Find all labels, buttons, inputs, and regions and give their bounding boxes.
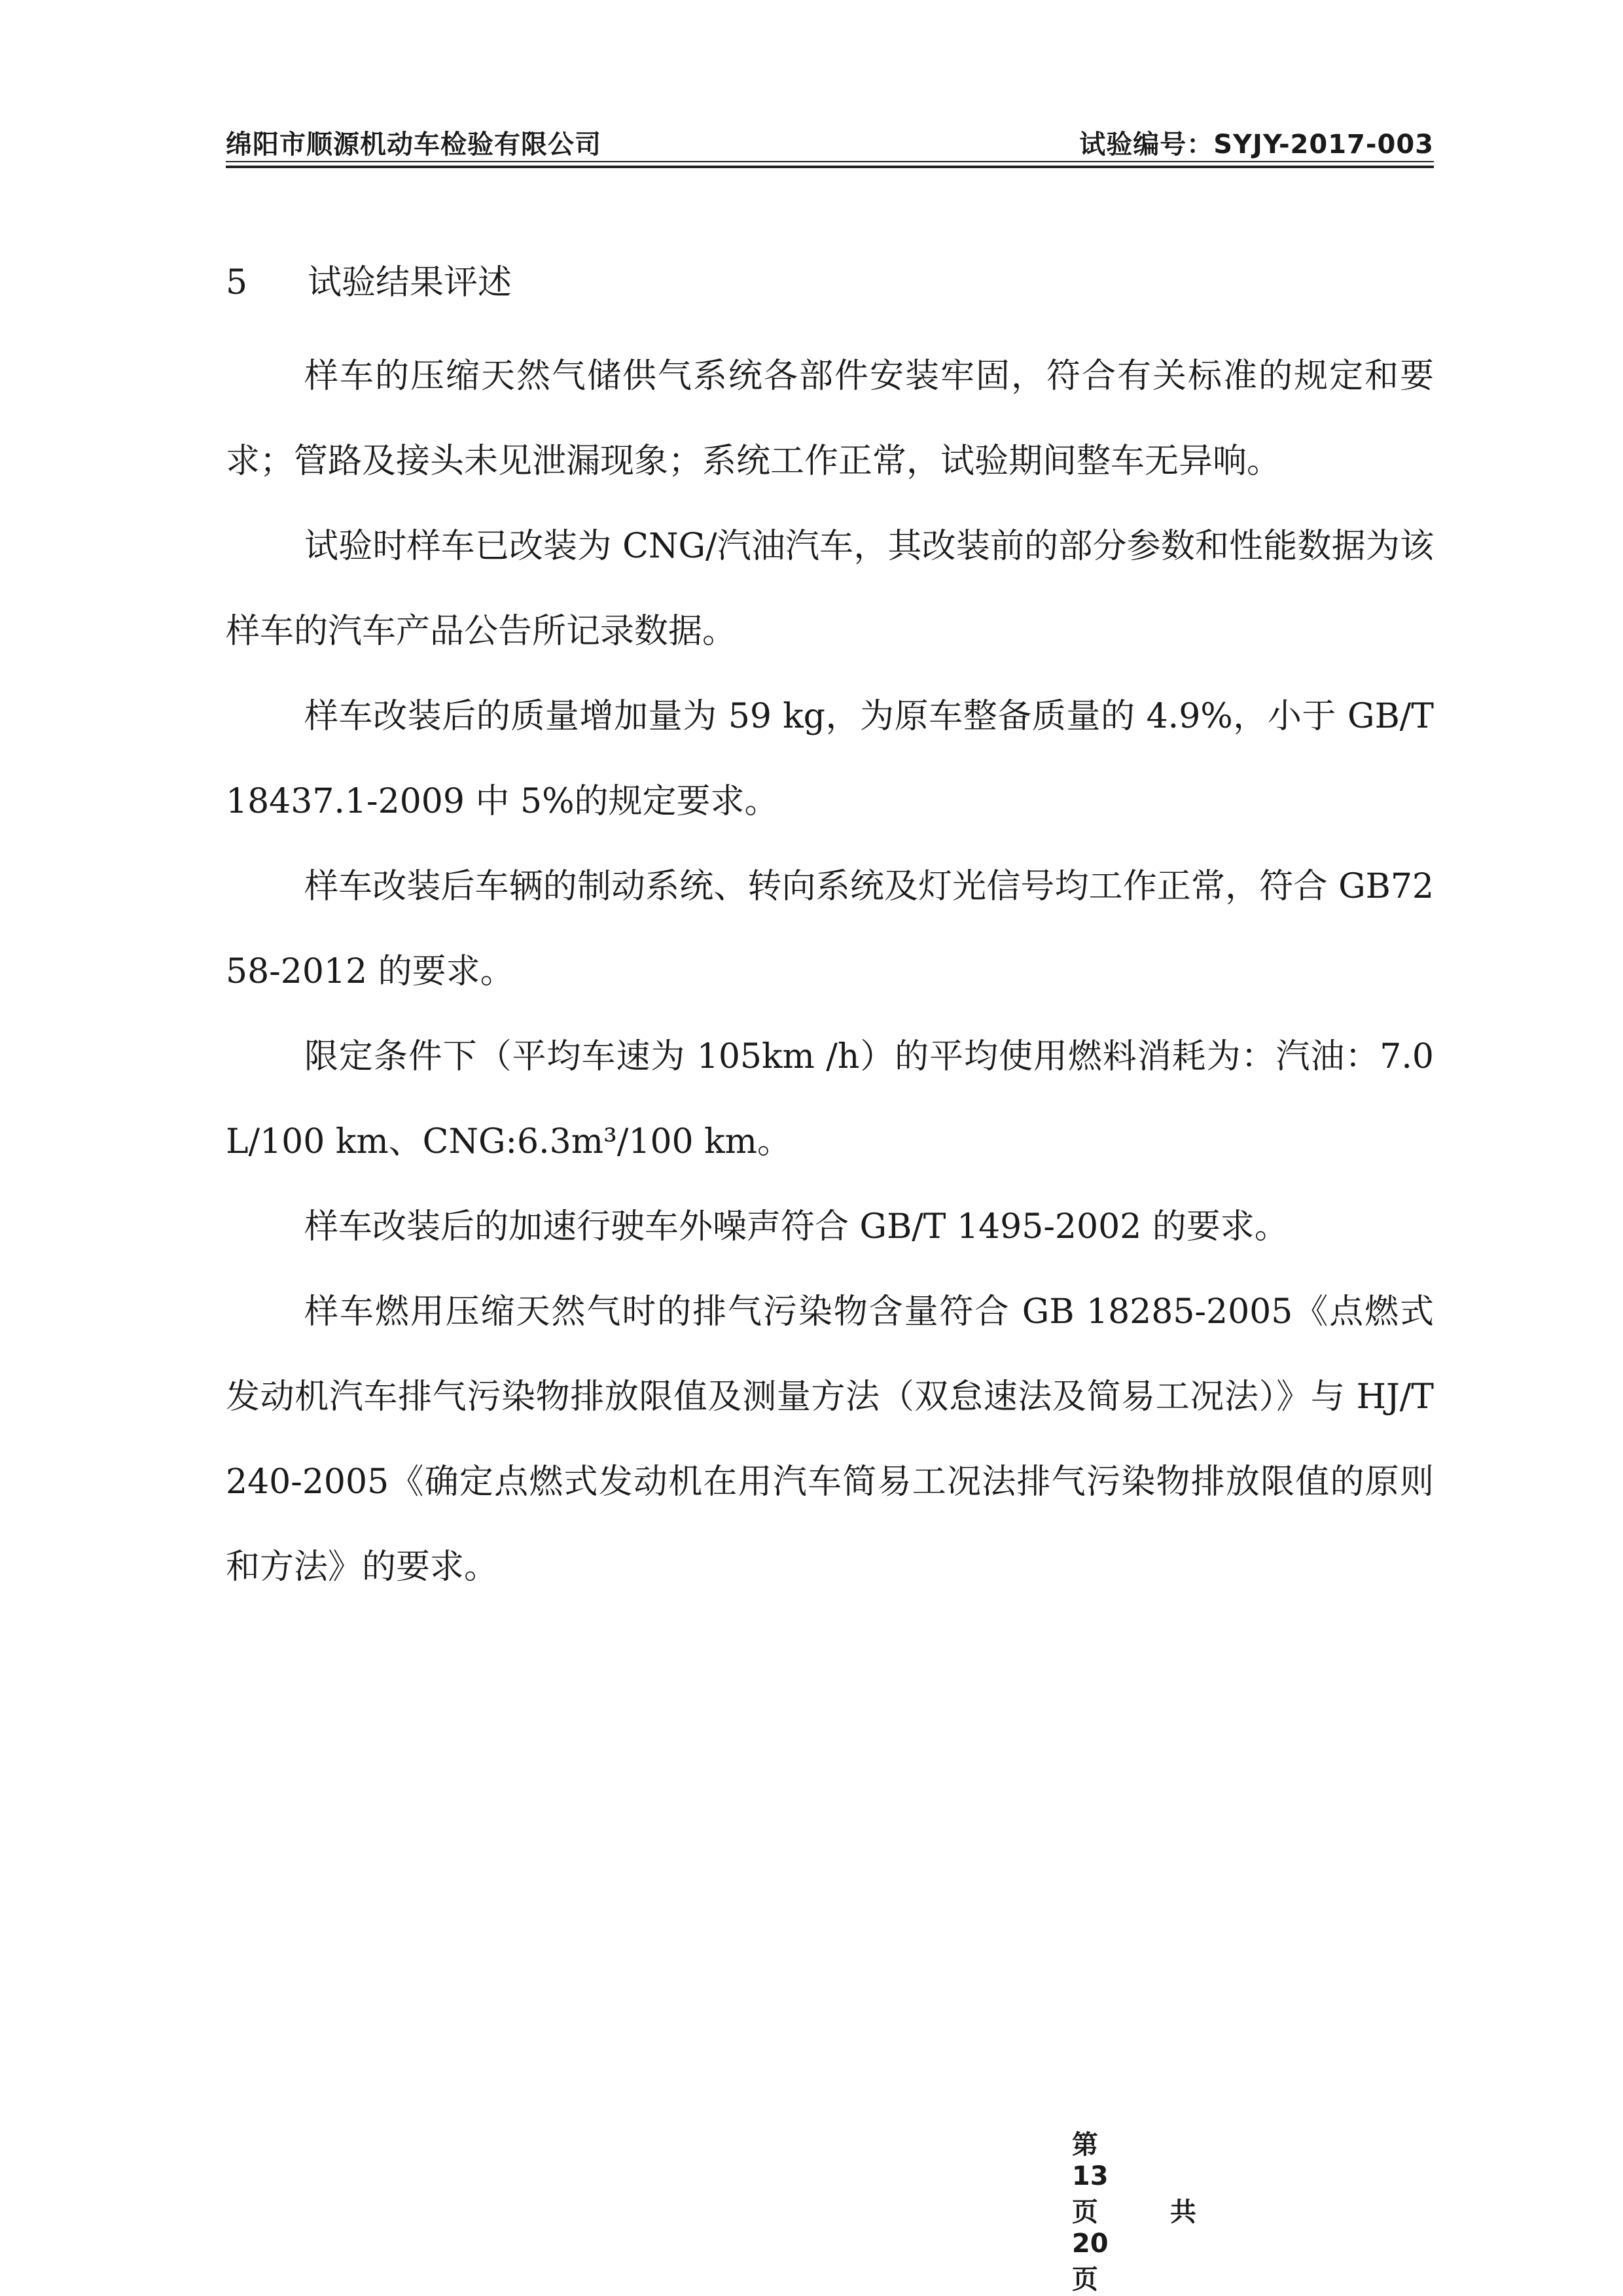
paragraph-conversion-note: 试验时样车已改装为 CNG/汽油汽车，其改装前的部分参数和性能数据为该样车的汽车产品公告所记录数据。 — [226, 527, 1434, 651]
paragraph-safety-systems: 样车改装后车辆的制动系统、转向系统及灯光信号均工作正常，符合 GB7258-2012 的要求。 — [226, 867, 1434, 991]
section-title: 试验结果评述 — [308, 263, 512, 302]
report-number: 试验编号：SYJY-2017-003 — [1079, 130, 1434, 160]
paragraph-system-installation: 样车的压缩天然气储供气系统各部件安装牢固，符合有关标准的规定和要求；管路及接头未见泄漏现象；系统工作正常，试验期间整车无异响。 — [226, 357, 1434, 481]
page-label-suffix: 页 — [1071, 2197, 1098, 2227]
section-heading — [226, 256, 512, 309]
header-divider-thick — [226, 166, 1434, 168]
section-number: 5 — [226, 263, 248, 302]
total-label-prefix: 共 — [1169, 2197, 1196, 2227]
total-pages: 20 — [1071, 2229, 1109, 2259]
page-footer — [1054, 2094, 1196, 2296]
paragraph-emissions: 样车燃用压缩天然气时的排气污染物含量符合 GB 18285-2005《点燃式发动机汽车排气污染物排放限值及测量方法（双怠速法及简易工况法）》与 HJ/T 240-2005《确定点燃式发动机在用汽车简易工况法排气污染物排放限值的原则和方法》的要求。 — [226, 1292, 1434, 1587]
header-divider-thin — [226, 161, 1434, 162]
paragraph-noise: 样车改装后的加速行驶车外噪声符合 GB/T 1495-2002 的要求。 — [304, 1207, 1289, 1246]
page-header — [226, 120, 1434, 160]
paragraph-fuel-consumption: 限定条件下（平均车速为 105km /h）的平均使用燃料消耗为：汽油：7.0L/100 km、CNG:6.3m³/100 km。 — [226, 1037, 1434, 1161]
total-label-suffix: 页 — [1071, 2265, 1098, 2295]
paragraph-mass-increase: 样车改装后的质量增加量为 59 kg，为原车整备质量的 4.9%，小于 GB/T 18437.1-2009 中 5%的规定要求。 — [226, 697, 1434, 821]
company-name: 绵阳市顺源机动车检验有限公司 — [226, 130, 601, 160]
page-label-prefix: 第 — [1071, 2130, 1098, 2160]
section-body — [226, 334, 1434, 1610]
page-number: 13 — [1071, 2161, 1109, 2191]
